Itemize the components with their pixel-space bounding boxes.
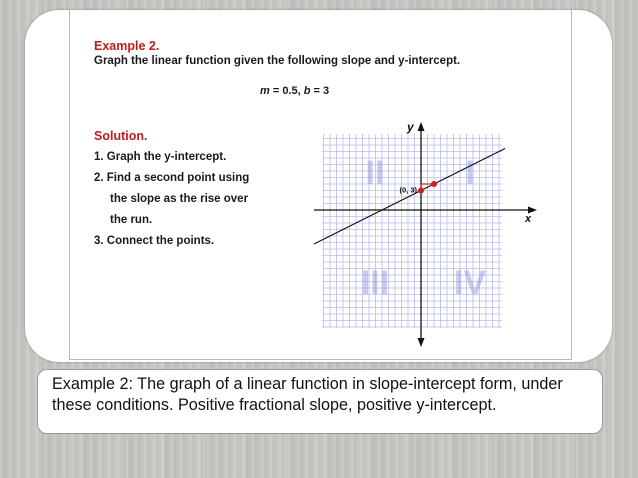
y-axis-arrow-up: [418, 122, 425, 131]
b-label: b: [303, 85, 311, 97]
y-axis-arrow-down: [418, 338, 425, 347]
step-3: 3. Connect the points.: [94, 235, 215, 247]
solution-title: Solution.: [94, 129, 148, 143]
axes: [314, 122, 537, 347]
m-value: = 0.5,: [269, 85, 304, 97]
coordinate-graph: [290, 122, 537, 347]
quadrant-i-label: I: [465, 154, 475, 192]
y-intercept-label: (0, 3): [399, 185, 417, 195]
quadrant-iii-label: III: [360, 264, 390, 302]
caption: Example 2: The graph of a linear function in slope-intercept form, under these conditions. Positive fractional slope, positive y-intercept.: [37, 369, 603, 434]
m-label: m: [260, 85, 270, 97]
example-title: Example 2.: [94, 39, 160, 53]
step-2: 2. Find a second point using: [94, 172, 250, 184]
step-1: 1. Graph the y-intercept.: [94, 151, 227, 163]
slide: [25, 10, 612, 362]
quadrant-ii-label: II: [365, 154, 385, 192]
step-2-cont-b: the run.: [110, 214, 153, 226]
step-2-cont-a: the slope as the rise over: [110, 193, 249, 205]
quadrant-iv-label: IV: [453, 264, 487, 302]
second-point: [431, 181, 437, 187]
y-axis-label: y: [407, 122, 414, 134]
slope-intercept-values: [260, 85, 329, 97]
x-axis-label: x: [525, 213, 532, 225]
b-value: = 3: [310, 85, 330, 97]
y-intercept-point: [418, 188, 424, 194]
example-text: Graph the linear function given the following slope and y-intercept.: [94, 55, 461, 67]
quadrant-labels: [361, 154, 487, 302]
